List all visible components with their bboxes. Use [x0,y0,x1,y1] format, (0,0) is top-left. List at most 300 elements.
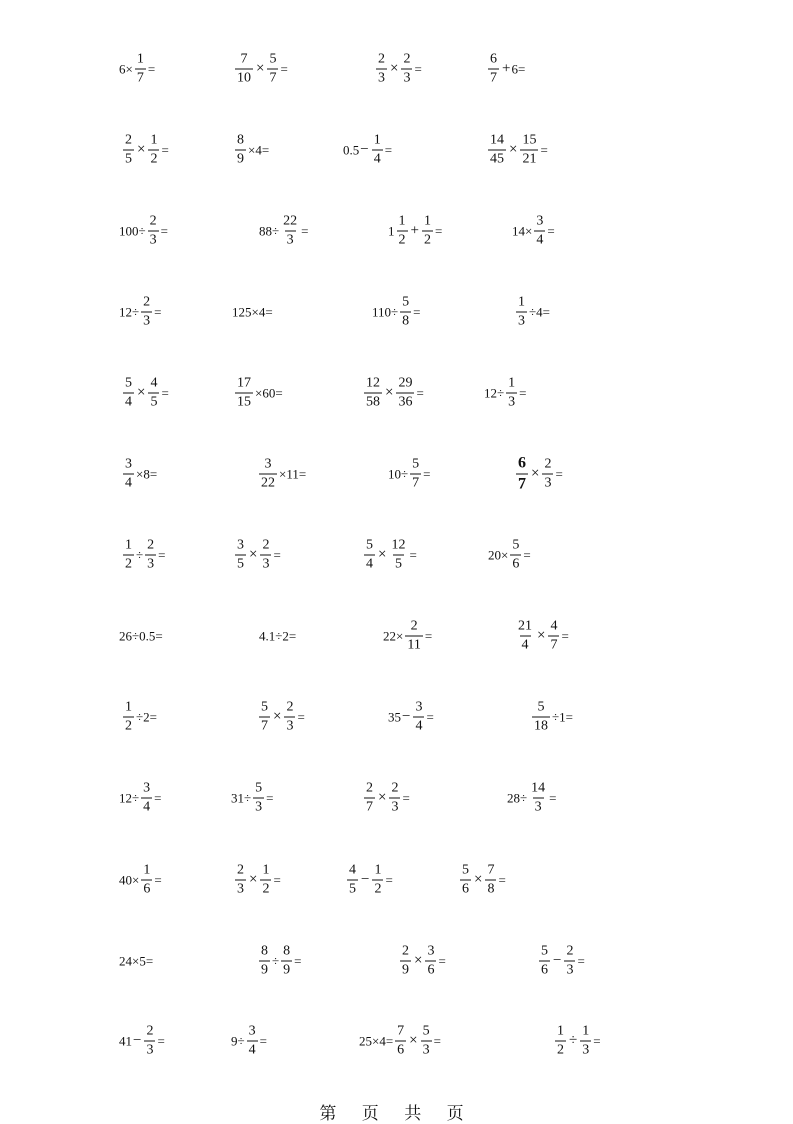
numerator: 21 [518,618,532,634]
expression-text: = [259,1033,267,1049]
numerator: 1 [374,862,382,878]
fraction [520,134,538,167]
expression-text: = [409,547,417,563]
numerator: 6 [518,454,526,472]
problem-r12-c4 [537,945,585,978]
fraction [259,945,270,978]
numerator: 22 [283,213,298,229]
numerator: 3 [415,699,423,715]
expression-text: = [433,1033,441,1049]
fraction [372,864,383,897]
problem-r12-c1 [119,955,153,968]
numerator: 2 [237,862,244,878]
problem-r1-c2 [233,53,288,86]
expression-text: = [577,953,585,969]
operator: − [133,1032,142,1049]
problem-r9-c4 [530,701,573,734]
problem-r10-c3 [362,782,410,815]
expression-text: = [519,385,527,401]
numerator: 2 [378,51,385,67]
problem-r12-c3 [398,945,446,978]
expression-text: = [385,872,393,888]
expression-text: = [424,628,433,644]
denominator: 3 [391,799,399,815]
fraction [281,945,292,978]
denominator: 58 [366,394,380,410]
fraction [401,53,412,86]
problem-r11-c2 [233,864,281,897]
numerator: 1 [150,132,158,148]
fraction [389,539,407,572]
numerator: 8 [237,132,244,148]
operator: × [509,141,518,158]
operator: × [256,60,265,77]
problem-r4-c1 [119,296,161,329]
denominator: 7 [269,70,277,86]
fraction [247,1025,258,1058]
expression-text: 22× [383,628,404,644]
fraction [539,945,550,978]
fraction [395,1025,406,1058]
operator: × [537,627,546,644]
numerator: 12 [391,537,406,553]
expression-text: 40× [119,872,140,888]
numerator: 4 [550,618,558,634]
fraction [260,864,271,897]
problem-r9-c2 [257,701,305,734]
denominator: 7 [136,70,144,86]
fraction [542,458,553,491]
fraction [123,134,134,167]
expression-text: = [157,1033,165,1049]
denominator: 18 [534,718,548,734]
expression-text: = [549,790,557,806]
numerator: 2 [147,537,155,553]
numerator: 1 [262,862,270,878]
denominator: 7 [412,475,420,491]
denominator: 3 [146,1042,154,1058]
fraction [260,539,271,572]
numerator: 1 [557,1023,564,1039]
fraction [405,620,422,653]
expression-text: 35 [388,709,401,725]
denominator: 3 [286,718,294,734]
problem-r4-c4 [514,296,550,329]
fraction [235,53,253,86]
numerator: 2 [286,699,294,715]
fraction [389,782,400,815]
operator: × [378,789,387,806]
expression-text: = [498,872,506,888]
problem-r2-c4 [486,134,548,167]
problem-r7-c4 [488,539,531,572]
problem-r6-c1 [121,458,157,491]
expression-text: 12÷ [119,790,140,806]
numerator: 1 [125,699,132,715]
fraction [460,864,471,897]
expression-text: = [593,1033,601,1049]
operator: − [402,708,411,725]
numerator: 5 [422,1023,430,1039]
denominator: 4 [415,718,423,734]
expression-text: 4.1÷2= [259,628,297,644]
problem-r7-c3 [362,539,417,572]
problem-r8-c1 [119,630,163,643]
problem-r6-c3 [388,458,430,491]
problem-r7-c1 [121,539,165,572]
denominator: 4 [373,151,381,167]
denominator: 7 [490,70,497,86]
expression-text: 100÷ [119,223,146,239]
numerator: 7 [240,51,248,67]
expression-text: = [540,142,548,158]
expression-text: 28÷ [507,790,528,806]
expression-text: = [280,61,288,77]
problem-r1-c3 [374,53,422,86]
denominator: 2 [423,232,431,248]
expression-text: ×60= [255,385,283,401]
fraction [123,377,134,410]
denominator: 2 [150,151,158,167]
fraction [141,782,152,815]
problem-r3-c2 [259,215,308,248]
fraction [267,53,278,86]
expression-text: 26÷0.5= [119,628,163,644]
fraction [488,134,506,167]
expression-text: = [413,304,421,320]
fraction [555,1025,566,1058]
numerator: 5 [125,375,132,391]
numerator: 5 [462,862,469,878]
fraction [253,782,264,815]
problem-r1-c4 [486,53,525,86]
denominator: 4 [143,799,151,815]
expression-text: = [523,547,531,563]
denominator: 2 [398,232,406,248]
numerator: 3 [237,537,244,553]
denominator: 3 [566,962,574,978]
problem-r10-c4 [507,782,556,815]
denominator: 2 [125,556,132,572]
fraction [259,458,277,491]
numerator: 2 [146,1023,154,1039]
denominator: 3 [378,70,385,86]
expression-text: = [294,953,302,969]
fraction [397,215,408,248]
operator: − [553,952,562,969]
expression-text: = [273,872,281,888]
operator: × [378,546,387,563]
fraction [364,782,375,815]
denominator: 7 [518,475,526,493]
operator: × [137,384,146,401]
numerator: 3 [536,213,544,229]
denominator: 3 [422,1042,430,1058]
fraction [548,620,559,653]
fraction [422,215,433,248]
denominator: 6 [541,962,548,978]
fraction [510,539,521,572]
expression-text: 125×4= [232,304,273,320]
expression-text: = [301,223,309,239]
expression-text: 110÷ [372,304,399,320]
numerator: 5 [402,294,410,310]
denominator: 9 [283,962,291,978]
denominator: 11 [407,637,421,653]
problem-r3-c3 [388,215,442,248]
page-footer: 第 页 共 页 [319,1104,474,1124]
numerator: 2 [403,51,411,67]
operator: × [273,708,282,725]
denominator: 4 [125,394,132,410]
operator: × [390,60,399,77]
expression-text: = [160,223,168,239]
numerator: 3 [427,943,435,959]
denominator: 3 [143,313,151,329]
numerator: 1 [143,862,151,878]
numerator: 1 [398,213,406,229]
numerator: 15 [522,132,537,148]
expression-text: 1 [388,223,395,239]
operator: − [361,871,370,888]
expression-text: ÷2= [136,709,157,725]
operator: + [502,60,511,77]
problem-r9-c1 [121,701,157,734]
numerator: 14 [531,780,546,796]
denominator: 6 [397,1042,405,1058]
problem-r5-c1 [121,377,169,410]
problem-r4-c3 [372,296,421,329]
fraction [516,456,528,493]
problem-r11-c3 [345,864,393,897]
expression-text: ÷4= [529,304,550,320]
expression-text: = [266,790,274,806]
numerator: 3 [264,456,272,472]
denominator: 8 [402,313,410,329]
problem-r4-c2 [232,306,273,319]
denominator: 7 [366,799,373,815]
denominator: 4 [536,232,544,248]
numerator: 3 [125,456,132,472]
expression-text: = [426,709,434,725]
expression-text: = [547,223,555,239]
denominator: 10 [237,70,251,86]
numerator: 2 [125,132,132,148]
fraction [376,53,387,86]
problem-r10-c2 [231,782,273,815]
operator: + [410,222,419,239]
fraction [148,377,159,410]
denominator: 5 [150,394,158,410]
expression-text: = [297,709,305,725]
expression-text: ×11= [279,466,307,482]
numerator: 12 [366,375,380,391]
operator: × [474,871,483,888]
numerator: 5 [255,780,263,796]
numerator: 1 [518,294,525,310]
problem-r6-c4 [514,456,563,493]
denominator: 15 [237,394,251,410]
denominator: 3 [147,556,155,572]
expression-text: 12÷ [119,304,140,320]
expression-text: 0.5 [343,142,360,158]
numerator: 2 [402,943,409,959]
denominator: 3 [237,881,244,897]
fraction [364,377,382,410]
problem-r10-c1 [119,782,161,815]
fraction [580,1025,591,1058]
expression-text: ÷ [272,953,280,969]
problem-r13-c1 [119,1025,165,1058]
fraction [148,215,159,248]
numerator: 14 [490,132,504,148]
numerator: 2 [410,618,418,634]
denominator: 3 [262,556,270,572]
numerator: 7 [487,862,495,878]
fraction [235,134,246,167]
numerator: 5 [412,456,420,472]
denominator: 2 [125,718,132,734]
denominator: 45 [490,151,504,167]
denominator: 2 [557,1042,564,1058]
denominator: 4 [125,475,132,491]
fraction [532,701,550,734]
fraction [400,296,411,329]
denominator: 3 [518,313,525,329]
problem-r3-c1 [119,215,168,248]
fraction [281,215,299,248]
problem-r13-c3 [359,1025,441,1058]
numerator: 2 [544,456,552,472]
numerator: 6 [490,51,497,67]
denominator: 2 [374,881,382,897]
expression-text: 6× [119,61,133,77]
numerator: 2 [566,943,574,959]
expression-text: ×8= [136,466,158,482]
denominator: 5 [237,556,244,572]
fraction [413,701,424,734]
expression-text: = [434,223,443,239]
expression-text: 24×5= [119,953,154,969]
problem-r9-c3 [388,701,434,734]
fraction [529,782,547,815]
numerator: 1 [582,1023,590,1039]
expression-text: 9÷ [231,1033,245,1049]
denominator: 9 [237,151,244,167]
denominator: 7 [261,718,268,734]
fraction [141,296,152,329]
fraction [144,1025,155,1058]
operator: × [531,465,540,482]
denominator: 9 [261,962,268,978]
numerator: 4 [150,375,158,391]
numerator: 8 [261,943,268,959]
expression-text: 88÷ [259,223,280,239]
denominator: 2 [262,881,270,897]
fraction [516,296,527,329]
problem-r11-c1 [119,864,162,897]
fraction [135,53,146,86]
denominator: 3 [255,799,263,815]
expression-text: = [555,466,563,482]
expression-text: ÷ [136,547,144,563]
denominator: 3 [508,394,516,410]
fraction [284,701,295,734]
problem-r7-c2 [233,539,281,572]
fraction [123,458,134,491]
problem-r8-c4 [514,620,569,653]
fraction [534,215,545,248]
denominator: 7 [550,637,558,653]
numerator: 7 [397,1023,405,1039]
problem-r3-c4 [512,215,555,248]
numerator: 1 [508,375,516,391]
problem-r12-c2 [257,945,301,978]
expression-text: = [438,953,446,969]
expression-text: ×4= [248,142,270,158]
problem-r5-c2 [233,377,283,410]
numerator: 4 [349,862,356,878]
denominator: 3 [403,70,411,86]
expression-text: = [423,466,431,482]
fraction [410,458,421,491]
fraction [516,620,534,653]
numerator: 3 [143,780,151,796]
expression-text: = [161,385,169,401]
fraction [235,377,253,410]
expression-text: = [273,547,281,563]
denominator: 6 [512,556,520,572]
expression-text: = [154,304,162,320]
problem-r2-c3 [343,134,392,167]
fraction [259,701,270,734]
denominator: 3 [582,1042,590,1058]
problem-r8-c3 [383,620,432,653]
problem-r6-c2 [257,458,306,491]
denominator: 22 [261,475,275,491]
operator: × [249,871,258,888]
problem-r2-c2 [233,134,269,167]
fraction [421,1025,432,1058]
problem-r8-c2 [259,630,296,643]
problem-r11-c4 [458,864,506,897]
expression-text: = [561,628,569,644]
numerator: 2 [391,780,399,796]
fraction [235,539,246,572]
problem-r2-c1 [121,134,169,167]
numerator: 2 [366,780,373,796]
numerator: 5 [269,51,277,67]
operator: ÷ [569,1032,578,1049]
numerator: 8 [283,943,291,959]
denominator: 4 [248,1042,256,1058]
operator: × [414,952,423,969]
expression-text: 10÷ [388,466,409,482]
numerator: 2 [262,537,270,553]
numerator: 5 [366,537,373,553]
denominator: 6 [427,962,435,978]
numerator: 3 [248,1023,256,1039]
numerator: 1 [136,51,144,67]
fraction [488,53,499,86]
denominator: 4 [521,637,529,653]
numerator: 1 [373,132,381,148]
expression-text: = [384,142,393,158]
expression-text: = [402,790,410,806]
fraction [372,134,383,167]
expression-text: = [161,142,169,158]
denominator: 21 [522,151,537,167]
